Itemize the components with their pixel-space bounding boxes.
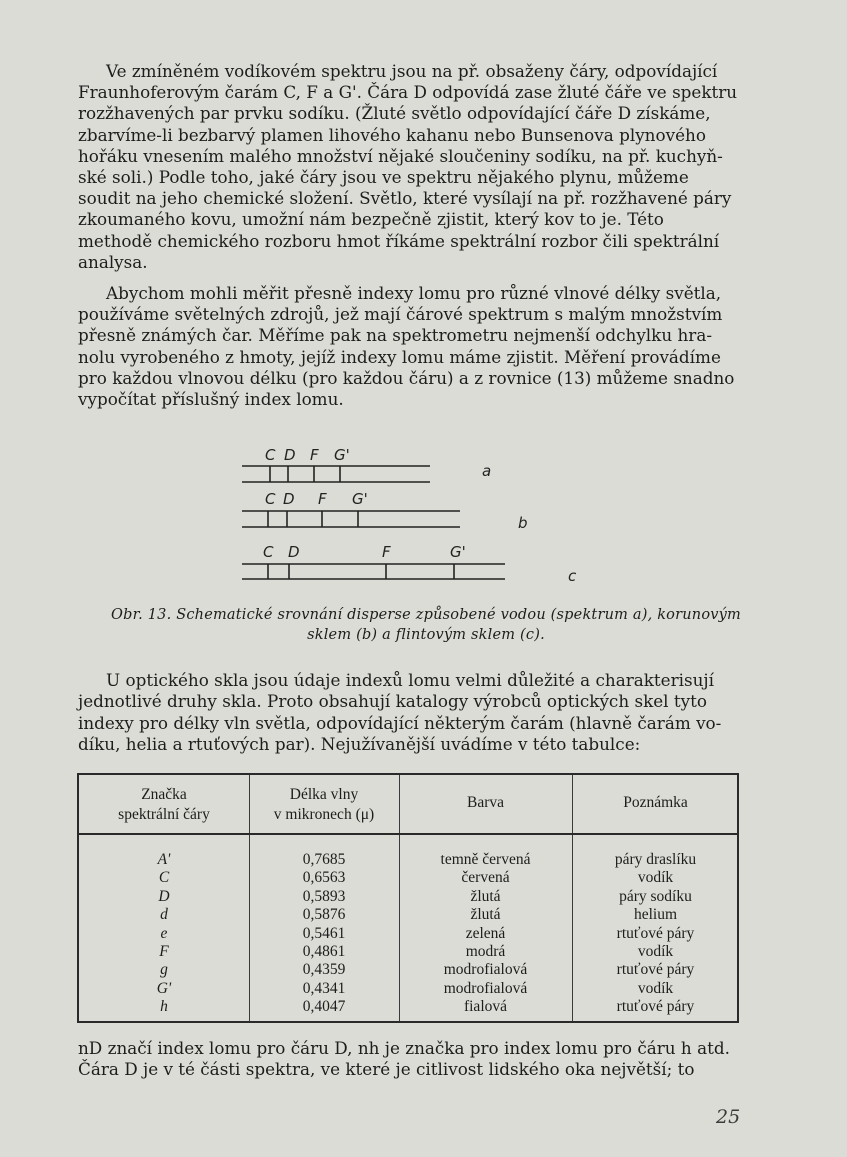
caption-line: sklem (b) a flintovým sklem (c).	[307, 627, 545, 643]
header-rule	[79, 833, 737, 835]
table-cell: helium	[633, 906, 678, 924]
table-cell: A'	[157, 851, 171, 868]
caption-line: Obr. 13. Schematické srovnání disperse způsobené vodou (spektrum a), korunovým	[111, 607, 741, 623]
header-text: v mikronech (μ)	[273, 806, 375, 823]
dispersion-diagram	[230, 436, 610, 586]
table-cell: páry sodíku	[619, 887, 692, 905]
table-cell: rtuťové páry	[616, 924, 695, 942]
spectrum-a-label: a	[482, 462, 492, 480]
spectrum-a-label-F: F	[310, 446, 319, 464]
table-cell: modrofialová	[443, 961, 528, 979]
text-line: Čára D je v té části spektra, ve které je citlivost lidského oka největší; to	[78, 1059, 695, 1080]
table-cell: 0,4861	[302, 943, 346, 961]
header-text: spektrální čáry	[118, 806, 210, 823]
header-color	[399, 793, 572, 813]
header-text: Značka	[141, 786, 187, 803]
table-cell: F	[159, 943, 169, 961]
table-cell: temně červená	[440, 851, 531, 868]
text-line: analysa.	[78, 251, 148, 272]
table-cell: 0,4341	[302, 979, 346, 997]
text-line: ské soli.) Podle toho, jaké čáry jsou ve spektru nějakého plynu, můžeme	[78, 167, 689, 188]
text-line: zkoumaného kovu, umožní nám bezpečně zjistit, který kov to je. Této	[78, 209, 664, 230]
text-line: nolu vyrobeného z hmoty, jejíž indexy lomu máme zjistit. Měření provádíme	[78, 346, 721, 367]
page-number: 25	[716, 1106, 741, 1128]
table-cell: vodík	[637, 869, 674, 887]
table-cell: G'	[156, 979, 172, 997]
table-cell: vodík	[637, 979, 674, 997]
spectrum-a-label-G: G'	[334, 446, 350, 464]
text-line: Abychom mohli měřit přesně indexy lomu pro různé vlnové délky světla,	[106, 283, 722, 303]
spectrum-b-label: b	[518, 514, 528, 532]
spectrum-a-label-D: D	[284, 446, 296, 464]
table-cell: D	[158, 887, 170, 905]
table-cell: e	[160, 924, 168, 942]
spectrum-c-label-C: C	[263, 543, 274, 561]
table-cell: 0,5893	[302, 887, 346, 905]
table-cell: 0,4359	[302, 961, 346, 979]
spectrum-a-label-C: C	[265, 446, 276, 464]
table-cell: fialová	[463, 998, 508, 1016]
table-cell: páry draslíku	[614, 851, 697, 868]
text-line: používáme světelných zdrojů, jež mají čárové spektrum s malým množstvím	[78, 304, 723, 325]
column-color	[399, 851, 572, 1017]
table-cell: 0,5876	[302, 906, 346, 924]
spectrum-b-label-F: F	[318, 490, 327, 508]
table-cell: žlutá	[470, 887, 501, 905]
figure-caption	[76, 605, 776, 645]
text-line: rozžhavených par prvku sodíku. (Žluté světlo odpovídající čáře D získáme,	[78, 103, 711, 124]
table-cell: rtuťové páry	[616, 998, 695, 1016]
table-cell: 0,4047	[302, 998, 346, 1016]
text-line: methodě chemického rozboru hmot říkáme spektrální rozbor čili spektrální	[78, 230, 720, 251]
table-cell: zelená	[465, 924, 506, 942]
text-line: hořáku vnesením malého množství nějaké sloučeniny sodíku, na př. kuchyň-	[78, 145, 723, 166]
header-symbol	[79, 785, 249, 825]
spectral-lines-table	[77, 773, 739, 1023]
spectrum-b-label-D: D	[283, 490, 295, 508]
table-cell: d	[160, 906, 168, 924]
column-symbol	[79, 851, 249, 1017]
paragraph-notation	[78, 1038, 760, 1080]
text-line: díku, helia a rtuťových par). Nejužívanější uvádíme v této tabulce:	[78, 733, 641, 754]
table-cell: červená	[461, 869, 510, 887]
spectrum-c-label-D: D	[288, 543, 300, 561]
header-note	[572, 793, 739, 813]
column-wavelength	[249, 851, 399, 1017]
spectrum-b-label-G: G'	[352, 490, 368, 508]
table-cell: C	[158, 869, 170, 887]
text-line: indexy pro délky vln světla, odpovídající některým čarám (hlavně čarám vo-	[78, 712, 722, 733]
spectrum-c-label-G: G'	[450, 543, 466, 561]
spectrum-c-label-F: F	[382, 543, 391, 561]
text-line: přesně známých čar. Měříme pak na spektrometru nejmenší odchylku hra-	[78, 325, 712, 346]
table-cell: rtuťové páry	[616, 961, 695, 979]
table-cell: h	[160, 998, 168, 1016]
paragraph-optical-glass	[78, 670, 760, 755]
text-line: Ve zmíněném vodíkovém spektru jsou na př. obsaženy čáry, odpovídající	[106, 61, 718, 81]
text-line: pro každou vlnovou délku (pro každou čáru) a z rovnice (13) můžeme snadno	[78, 367, 735, 388]
text-line: jednotlivé druhy skla. Proto obsahují katalogy výrobců optických skel tyto	[78, 691, 707, 712]
paragraph-refractive-index	[78, 283, 760, 410]
text-line: soudit na jeho chemické složení. Světlo, které vysílají na př. rozžhavené páry	[78, 188, 732, 209]
header-text: Poznámka	[623, 794, 688, 811]
table-cell: g	[160, 961, 168, 979]
text-line: zbarvíme-li bezbarvý plamen lihového kahanu nebo Bunsenova plynového	[78, 124, 706, 145]
text-line: U optického skla jsou údaje indexů lomu velmi důležité a charakterisují	[106, 670, 714, 690]
table-cell: vodík	[637, 943, 674, 961]
column-note	[572, 851, 739, 1017]
header-text: Délka vlny	[289, 786, 359, 803]
text-line: vypočítat příslušný index lomu.	[78, 389, 344, 410]
table-cell: modrá	[465, 943, 506, 961]
header-wavelength	[249, 785, 399, 825]
table-cell: 0,7685	[302, 851, 346, 868]
table-cell: modrofialová	[443, 979, 528, 997]
paragraph-spectral-analysis	[78, 61, 760, 273]
spectrum-b-label-C: C	[265, 490, 276, 508]
header-text: Barva	[466, 794, 504, 811]
text-line: nD značí index lomu pro čáru D, nh je značka pro index lomu pro čáru h atd.	[78, 1038, 730, 1058]
text-line: Fraunhoferovým čarám C, F a G'. Čára D odpovídá zase žluté čáře ve spektru	[78, 82, 738, 103]
table-cell: 0,5461	[302, 924, 346, 942]
spectrum-c-label: c	[568, 567, 577, 585]
table-cell: žlutá	[470, 906, 501, 924]
table-cell: 0,6563	[302, 869, 346, 887]
